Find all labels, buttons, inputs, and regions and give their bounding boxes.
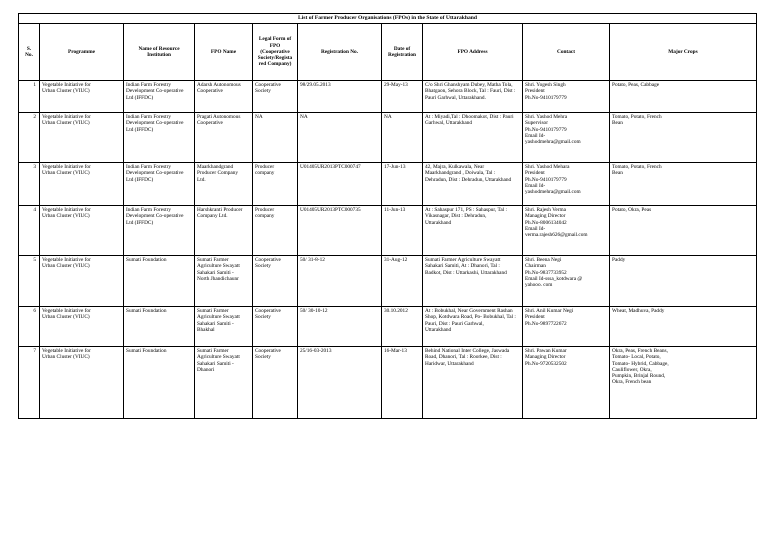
sno-cell: 4 [19, 206, 40, 256]
cell-line: President [525, 170, 545, 177]
legal-form-cell [253, 206, 298, 256]
cell-line: Ltd (IFFDC) [126, 94, 154, 101]
header-line: FPO Name [210, 48, 237, 55]
header-line: FPO Address [457, 48, 488, 55]
cell-line: verma.rajesh626@gmail.com [525, 232, 588, 239]
cell-line: Development Co-operative [126, 88, 184, 95]
header-line: Programme [68, 48, 95, 55]
cell-line: Ph.No-9720532502 [525, 360, 567, 367]
cell-line: Maarkhandgrand , Doiwala, Tal : [425, 170, 496, 177]
cell-line: Shri. Yogesh Singh [525, 82, 566, 88]
cell-line: Haridwar, Uttarakhand [425, 360, 474, 367]
address-cell [423, 307, 523, 347]
cell-line: Society [255, 314, 271, 321]
header-address [423, 24, 523, 81]
cell-line: Urban Cluster (VIUC) [42, 354, 90, 361]
table-title: List of Farmer Producer Organisations (FPOs) in the State of Uttarakhand [19, 14, 757, 24]
cell-line: Dehradun, Dist : Dehradun, Uttarakhand [425, 176, 512, 183]
header-fpo-name [195, 24, 253, 81]
reg-date-cell [382, 307, 423, 347]
cell-line: Ltd (IFFDC) [126, 219, 154, 226]
cell-line: Tomato, Potato, French [612, 114, 662, 120]
table-row [19, 347, 757, 419]
cell-line: Agriculture Swayatt [197, 263, 240, 270]
cell-line: yashodmehra@gmail.com [525, 189, 581, 196]
header-row [19, 24, 757, 81]
cell-line: NA [255, 114, 263, 120]
cell-line: Supervisor [525, 120, 548, 127]
cell-line: Society [255, 88, 271, 95]
cell-line: Agriculture Swayatt [197, 314, 240, 321]
programme-cell [40, 81, 124, 113]
fpo-name-cell [195, 81, 253, 113]
cell-line: Indian Farm Forestry [126, 207, 172, 213]
cell-line: Sahakari Samiti - [197, 269, 234, 276]
sno-cell: 1 [19, 81, 40, 113]
cell-line: 98/29.05.2013 [300, 82, 331, 88]
cell-line: Cooperative [197, 120, 223, 127]
reg-no-cell [298, 347, 382, 419]
header-line: No. [25, 52, 33, 58]
cell-line: Email Id- [525, 132, 546, 139]
cell-line: Sumati Farmer [197, 257, 229, 263]
institution-cell [124, 163, 195, 206]
cell-line: Okra, French bean [612, 379, 652, 386]
header-line: Registration No. [320, 48, 359, 55]
cell-line: Sahakari Samiti - [197, 320, 234, 327]
fpo-name-cell [195, 256, 253, 307]
sno-cell: 7 [19, 347, 40, 419]
cell-line: Harshkranti Producer [197, 207, 243, 213]
cell-line: Pragati Autonomous [197, 114, 241, 120]
institution-cell [124, 307, 195, 347]
cell-line: Wheat, Madhuva, Paddy [612, 308, 665, 314]
cell-line: Agriculture Swayatt [197, 354, 240, 361]
cell-line: Tomato- Hybrid, Cabbage, [612, 360, 669, 367]
cell-line: Shop, Kotdwara Road, Po- Bobukhal, Tal : [425, 314, 516, 321]
cell-line: C/o Shri Ghanshyam Dubey, Matha Tola, [425, 82, 513, 88]
cell-line: Sumati Foundation [126, 257, 167, 263]
cell-line: Urban Cluster (VIUC) [42, 170, 90, 177]
cell-line: Cauliflower, Okra, [612, 366, 652, 373]
cell-line: Uttarakhand [425, 219, 452, 226]
document-page [18, 13, 756, 419]
cell-line: Shri. Pawan Kumar [525, 348, 567, 354]
legal-form-cell [253, 163, 298, 206]
crops-cell [610, 163, 757, 206]
cell-line: Company Ltd. [197, 213, 228, 220]
fpo-name-cell [195, 206, 253, 256]
cell-line: Sahakari Samiti - [197, 360, 234, 367]
cell-line: Road, Dhanori, Tal : Roorkee, Dist : [425, 354, 502, 361]
reg-date-cell [382, 113, 423, 163]
cell-line: Email Id- [525, 182, 546, 189]
institution-cell [124, 256, 195, 307]
cell-line: 31-Aug-12 [384, 257, 408, 263]
cell-line: North Jhandichaunr [197, 275, 239, 282]
cell-line: Producer [255, 164, 275, 170]
cell-line: Pauri, Dist : Pauri Garhwal, [425, 320, 484, 327]
cell-line: Shri. Rajesh Verma [525, 207, 566, 213]
crops-cell [610, 256, 757, 307]
header-line: S. [26, 45, 32, 52]
header-line: red Company) [258, 61, 292, 68]
crops-cell [610, 113, 757, 163]
cell-line: Garhwal, Uttarakhand [425, 120, 473, 127]
cell-line: Ltd (IFFDC) [126, 176, 154, 183]
contact-cell [523, 163, 610, 206]
cell-line: Producer Company [197, 170, 239, 177]
reg-date-cell [382, 256, 423, 307]
institution-cell [124, 206, 195, 256]
cell-line: President [525, 88, 545, 95]
programme-cell [40, 256, 124, 307]
cell-line: Managing Director [525, 213, 566, 220]
cell-line: Indian Farm Forestry [126, 164, 172, 170]
cell-line: Shri. Yashod Mehra [525, 114, 568, 120]
reg-date-cell [382, 163, 423, 206]
cell-line: Ph.No-9897722672 [525, 320, 567, 327]
crops-cell [610, 307, 757, 347]
cell-line: Sumati Farmer [197, 348, 229, 354]
reg-no-cell [298, 113, 382, 163]
cell-line: Development Co-operative [126, 120, 184, 127]
header-line: Registration [388, 52, 416, 58]
cell-line: Pauri Garhwal, Uttarakhand. [425, 94, 486, 101]
fpo-name-cell [195, 307, 253, 347]
fpo-name-cell [195, 163, 253, 206]
legal-form-cell [253, 256, 298, 307]
fpo-table [18, 13, 757, 419]
institution-cell [124, 113, 195, 163]
cell-line: 29-May-13 [384, 82, 408, 88]
programme-cell [40, 113, 124, 163]
reg-date-cell [382, 347, 423, 419]
header-line: (Cooperative [260, 48, 290, 55]
cell-line: Cooperative [255, 308, 281, 314]
fpo-name-cell [195, 113, 253, 163]
cell-line: At : Sahaspur 171, PS : Sahaspur, Tal : [425, 207, 508, 213]
header-line: Institution [147, 52, 171, 58]
sno-cell: 3 [19, 163, 40, 206]
header-programme [40, 24, 124, 81]
cell-line: 42, Majra, Kulkawala, Near [425, 164, 485, 170]
reg-no-cell [298, 81, 382, 113]
contact-cell [523, 206, 610, 256]
reg-no-cell [298, 256, 382, 307]
cell-line: Urban Cluster (VIUC) [42, 88, 90, 95]
cell-line: Shri. Beena Negi [525, 257, 562, 263]
cell-line: Ph.No-9410179779 [525, 94, 567, 101]
cell-line: President [525, 314, 545, 321]
cell-line: Cooperative [197, 88, 223, 95]
table-row [19, 113, 757, 163]
reg-no-cell [298, 307, 382, 347]
reg-date-cell [382, 81, 423, 113]
cell-line: Ph.No-9410179779 [525, 126, 567, 133]
contact-cell [523, 347, 610, 419]
cell-line: Vegetable Initiative for [42, 164, 91, 170]
cell-line: Shri. Yashod Mehara [525, 164, 570, 170]
table-row [19, 256, 757, 307]
cell-line: Vegetable Initiative for [42, 82, 91, 88]
contact-cell [523, 81, 610, 113]
cell-line: Cooperative [255, 82, 281, 88]
cell-line: Email Id- [525, 225, 546, 232]
cell-line: Society [255, 354, 271, 361]
cell-line: Sumati Farmer [197, 308, 229, 314]
cell-line: Dhanori [197, 366, 215, 373]
contact-cell [523, 113, 610, 163]
header-institution [124, 24, 195, 81]
legal-form-cell [253, 347, 298, 419]
cell-line: Sumati Foundation [126, 308, 167, 314]
cell-line: Sumati Farmer Agriculture Swayatt [425, 257, 501, 263]
cell-line: Cooperative [255, 257, 281, 263]
cell-line: 11-Jun-13 [384, 207, 406, 213]
header-reg-date [382, 24, 423, 81]
cell-line: yahooo. com [525, 282, 553, 289]
cell-line: Okra, Peas, French Beans, [612, 348, 668, 354]
cell-line: Development Co-operative [126, 170, 184, 177]
cell-line: Bean [612, 170, 623, 177]
programme-cell [40, 163, 124, 206]
cell-line: Ph.No-8006134042 [525, 219, 567, 226]
legal-form-cell [253, 81, 298, 113]
reg-date-cell [382, 206, 423, 256]
cell-line: Email Id-sssa_kotdwara @ [525, 275, 583, 282]
sno-cell: 6 [19, 307, 40, 347]
cell-line: Chairman [525, 263, 546, 270]
address-cell [423, 347, 523, 419]
cell-line: 50/ 30-10-12 [300, 308, 328, 314]
cell-line: 17-Jun-13 [384, 164, 406, 170]
table-row [19, 307, 757, 347]
legal-form-cell [253, 307, 298, 347]
cell-line: Producer [255, 207, 275, 213]
cell-line: Ltd (IFFDC) [126, 126, 154, 133]
cell-line: Vegetable Initiative for [42, 207, 91, 213]
cell-line: Sumati Foundation [126, 348, 167, 354]
cell-line: Urban Cluster (VIUC) [42, 314, 90, 321]
cell-line: Vegetable Initiative for [42, 348, 91, 354]
header-line: Society/Regista [257, 55, 293, 62]
sno-cell: 2 [19, 113, 40, 163]
cell-line: yashodmehra@gmail.com [525, 139, 581, 146]
cell-line: Pumpkin, Brinjal Round, [612, 373, 666, 380]
table-row [19, 163, 757, 206]
cell-line: Vikasnagar, Dist : Dehradun, [425, 213, 487, 220]
header-line: FPO [269, 42, 281, 49]
legal-form-cell [253, 113, 298, 163]
cell-line: Bean [612, 120, 623, 127]
cell-line: Badkot, Dist : Uttarkashi, Uttarakhand [425, 269, 507, 276]
address-cell [423, 206, 523, 256]
crops-cell [610, 347, 757, 419]
cell-line: Maarkhandgrand [197, 164, 234, 170]
cell-line: NA [384, 114, 392, 120]
cell-line: Adarsh Autonomous [197, 82, 241, 88]
address-cell [423, 113, 523, 163]
cell-line: Urban Cluster (VIUC) [42, 263, 90, 270]
institution-cell [124, 347, 195, 419]
table-body [19, 81, 757, 419]
header-line: Major Crops [668, 48, 698, 55]
cell-line: Vegetable Initiative for [42, 308, 91, 314]
cell-line: company [255, 170, 275, 177]
fpo-name-cell [195, 347, 253, 419]
cell-line: Ph.No-9837733952 [525, 269, 567, 276]
header-crops [610, 24, 757, 81]
crops-cell [610, 81, 757, 113]
cell-line: NA [300, 114, 308, 120]
cell-line: At : Miyadi,Tal : Dhoomakot, Dist : Pauri [425, 114, 514, 120]
institution-cell [124, 81, 195, 113]
cell-line: Cooperative [255, 348, 281, 354]
address-cell [423, 256, 523, 307]
contact-cell [523, 307, 610, 347]
sno-cell: 5 [19, 256, 40, 307]
cell-line: Development Co-operative [126, 213, 184, 220]
cell-line: Indian Farm Forestry [126, 114, 172, 120]
header-line: Legal Form of [258, 36, 292, 43]
header-contact [523, 24, 610, 81]
cell-line: company [255, 213, 275, 220]
cell-line: Bhakhal [197, 326, 215, 333]
cell-line: Vegetable Initiative for [42, 114, 91, 120]
cell-line: Bhatgaon, Sehora Block, Tal : Fauri, Dist : [425, 88, 516, 95]
cell-line: Shri. Anil Kumar Negi [525, 308, 574, 314]
reg-no-cell [298, 163, 382, 206]
cell-line: Potato, Peas, Cabbage [612, 82, 660, 88]
cell-line: Tomato- Local, Potato, [612, 354, 661, 361]
cell-line: U01405UR2013PTC000735 [300, 207, 361, 213]
header-reg-no [298, 24, 382, 81]
cell-line: Behind National Inter College, Jaswada [425, 348, 510, 354]
contact-cell [523, 256, 610, 307]
cell-line: U01405UR2013PTC000747 [300, 164, 361, 170]
cell-line: Society [255, 263, 271, 270]
header-legal-form [253, 24, 298, 81]
address-cell [423, 81, 523, 113]
header-line: Date of [393, 45, 411, 52]
cell-line: Ph.No-9410179779 [525, 176, 567, 183]
cell-line: Potato, Okra, Peas [612, 207, 652, 213]
cell-line: 30.10.2012 [384, 308, 408, 314]
crops-cell [610, 206, 757, 256]
cell-line: 16-Mar-13 [384, 348, 407, 354]
programme-cell [40, 307, 124, 347]
reg-no-cell [298, 206, 382, 256]
address-cell [423, 163, 523, 206]
cell-line: Sahakari Samiti, At : Dhanori, Tal : [425, 263, 500, 270]
programme-cell [40, 206, 124, 256]
cell-line: Uttarakhand [425, 326, 452, 333]
cell-line: Urban Cluster (VIUC) [42, 120, 90, 127]
cell-line: Tomato, Potato, French [612, 164, 662, 170]
header-line: Contact [557, 48, 575, 55]
cell-line: 25/16-03-2013 [300, 348, 332, 354]
header-line: Name of Resource [138, 45, 180, 52]
cell-line: Ltd. [197, 176, 206, 183]
cell-line: At : Bobukhal, Near Government Rashan [425, 308, 513, 314]
header-sno [19, 24, 40, 81]
cell-line: Urban Cluster (VIUC) [42, 213, 90, 220]
table-row [19, 81, 757, 113]
cell-line: Paddy [612, 257, 626, 263]
cell-line: Vegetable Initiative for [42, 257, 91, 263]
cell-line: Managing Director [525, 354, 566, 361]
cell-line: Indian Farm Forestry [126, 82, 172, 88]
programme-cell [40, 347, 124, 419]
cell-line: 50/ 31-8-12 [300, 257, 325, 263]
table-row [19, 206, 757, 256]
